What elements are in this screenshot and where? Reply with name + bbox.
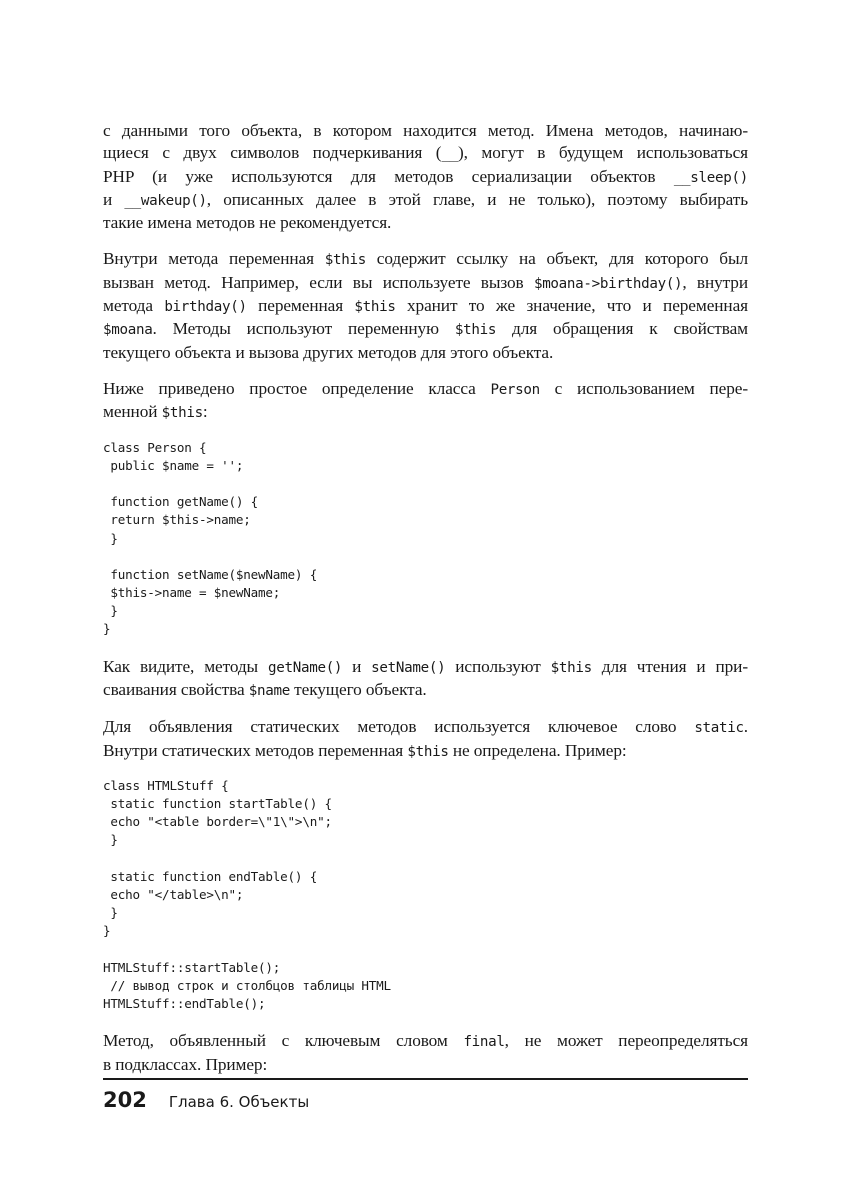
text-run: и [342, 656, 372, 676]
code-line: static function startTable() { [103, 796, 332, 811]
code-line: public $name = ''; [103, 457, 244, 473]
text-run: Метод, объявленный с ключевым словом [103, 1031, 464, 1051]
inline-code: __wakeup() [124, 192, 207, 209]
code-line: function setName($newName) { [103, 566, 318, 582]
inline-code: $this [407, 743, 449, 760]
code-line: echo "<table border=\"1\">\n"; [103, 814, 332, 830]
text-run: , не может переопределяться [504, 1031, 748, 1051]
text-line [103, 1030, 748, 1053]
text-run: Внутри статических методов переменная [103, 740, 408, 760]
text-run: содержит ссылку на объект, для которого был [365, 249, 749, 269]
text-run: , внутри [682, 272, 748, 292]
text-run: для обращения к свойствам [496, 319, 748, 339]
inline-code: $moana->birthday() [533, 275, 683, 292]
text-line [103, 1054, 748, 1076]
text-run: Для объявления статических методов используется ключевое слово [103, 717, 695, 737]
text-line [103, 120, 748, 142]
text-line [103, 401, 748, 424]
text-line [103, 189, 748, 212]
text-run: сваивания свойства [103, 679, 249, 699]
inline-code: birthday() [164, 299, 247, 316]
inline-code: setName() [371, 659, 446, 676]
code-line: } [103, 905, 118, 921]
text-run: текущего объекта и вызова других методов для этого объекта. [103, 342, 554, 362]
text-run: менной [103, 402, 162, 422]
inline-code: $this [161, 405, 203, 422]
code-line: // вывод строк и столбцов таблицы HTML [103, 977, 391, 993]
text-run: текущего объекта. [289, 679, 427, 699]
text-block-intro [103, 120, 748, 425]
text-line [103, 272, 748, 295]
page-body [103, 120, 748, 1090]
text-line [103, 342, 748, 364]
paragraph [103, 120, 748, 234]
text-line [103, 295, 748, 318]
inline-code: final [463, 1034, 505, 1051]
text-run: и [103, 189, 125, 209]
inline-code: $this [324, 252, 366, 269]
text-line [103, 142, 748, 165]
paragraph [103, 656, 748, 703]
text-run: : [202, 402, 208, 422]
text-run: не определена. Пример: [448, 740, 627, 760]
text-run: переменная [246, 296, 355, 316]
inline-code: $this [454, 322, 497, 339]
text-run: . [743, 717, 748, 737]
text-run: . Методы используют переменную [152, 319, 455, 339]
page-footer [103, 1088, 309, 1114]
inline-code: Person [490, 381, 540, 398]
code-line: } [103, 923, 111, 939]
code-listing-person [103, 439, 748, 639]
inline-code: __sleep() [673, 169, 748, 186]
code-line [103, 548, 748, 566]
code-line: function getName() { [103, 494, 259, 510]
code-line: HTMLStuff::endTable(); [103, 996, 266, 1012]
code-line: class Person { [103, 439, 207, 455]
code-line: } [103, 530, 118, 546]
text-run: Как видите, методы [103, 656, 268, 676]
text-line [103, 318, 748, 341]
chapter-title: Глава 6. Объекты [168, 1093, 310, 1111]
inline-code: static [694, 720, 744, 737]
text-run: Ниже приведено простое определение класса [103, 378, 491, 398]
text-run: с данными того объекта, в котором находится метод. Имена методов, начинаю- [103, 121, 748, 140]
text-run: метода [103, 296, 165, 316]
text-run: такие имена методов не рекомендуется. [103, 213, 392, 233]
inline-code: $this [354, 299, 396, 316]
code-listing-htmlstuff [103, 777, 748, 1013]
code-line: $this->name = $newName; [103, 585, 281, 601]
inline-code: $this [550, 659, 592, 676]
code-line: HTMLStuff::startTable(); [103, 959, 281, 975]
text-run: вызван метод. Например, если вы используете вызов [103, 272, 534, 292]
text-block-final [103, 1030, 748, 1076]
paragraph [103, 716, 748, 763]
text-run: с использованием пере- [539, 378, 748, 398]
text-line [103, 679, 748, 702]
inline-code: __ [441, 146, 458, 163]
inline-code: $moana [103, 322, 153, 339]
code-line: class HTMLStuff { [103, 777, 229, 793]
inline-code: $name [248, 682, 290, 699]
code-line: } [103, 621, 111, 637]
code-line [103, 850, 748, 868]
code-line: } [103, 832, 118, 848]
text-line [103, 716, 748, 739]
code-line: } [103, 603, 118, 619]
text-run: в подклассах. Пример: [103, 1054, 268, 1074]
code-line: echo "</table>\n"; [103, 886, 244, 902]
footer-rule [103, 1078, 748, 1080]
code-line [103, 475, 748, 493]
text-run: PHP (и уже используются для методов сериализации объектов [103, 166, 674, 186]
text-block-static [103, 656, 748, 763]
code-line: static function endTable() { [103, 868, 318, 884]
code-line [103, 941, 748, 959]
text-line [103, 656, 748, 679]
text-line [103, 166, 748, 189]
text-run: для чтения и при- [591, 656, 748, 676]
inline-code: getName() [268, 659, 343, 676]
text-run: используют [445, 656, 551, 676]
code-line: return $this->name; [103, 512, 251, 528]
page-number: 202 [103, 1088, 147, 1112]
text-run: , описанных далее в этой главе, и не только), поэтому выбирать [206, 189, 748, 209]
text-line [103, 378, 748, 401]
paragraph [103, 1030, 748, 1076]
text-run: Внутри метода переменная [103, 249, 325, 269]
paragraph [103, 248, 748, 363]
text-run: щиеся с двух символов подчеркивания ( [103, 143, 442, 163]
text-run: ), могут в будущем использоваться [457, 143, 748, 163]
text-run: хранит то же значение, что и переменная [395, 296, 748, 316]
text-line [103, 212, 748, 234]
text-line [103, 740, 748, 763]
paragraph [103, 378, 748, 425]
text-line [103, 248, 748, 271]
